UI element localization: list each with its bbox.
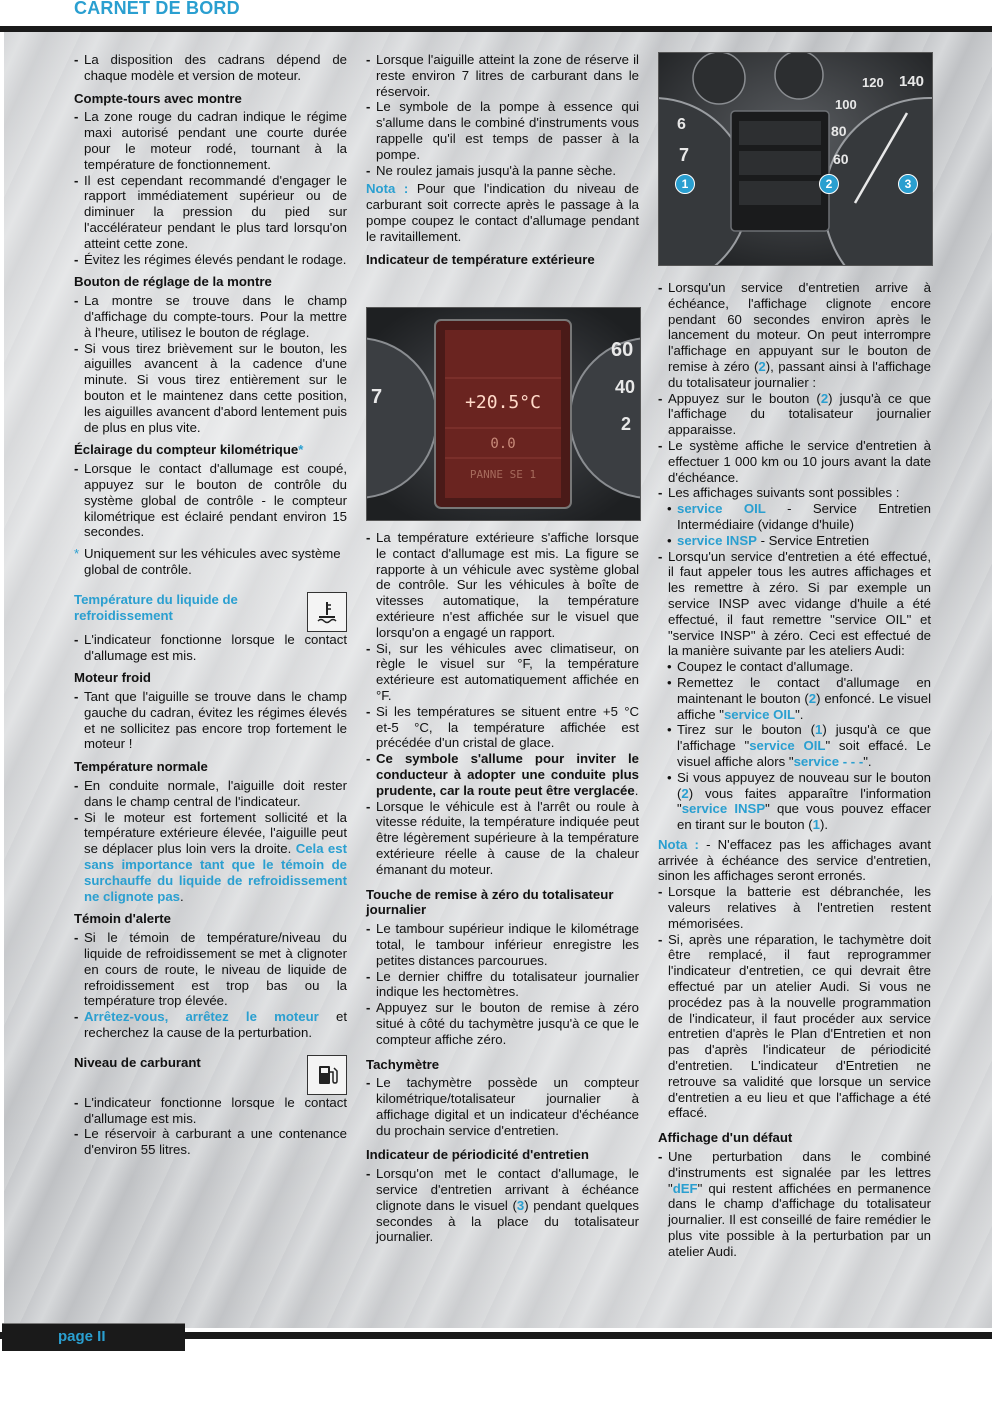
nota-text: Pour que l'indication du niveau de carburant soit correcte après le passage à la pompe coupez le contact d'allumage pendant le ravitaillement.: [366, 181, 639, 244]
bullet-text: - Service Entretien: [756, 532, 870, 548]
list-item: - La montre se trouve dans le champ d'affichage du compte-tours. Pour la mettre à l'heure, utilisez le bouton de réglage.: [74, 293, 347, 340]
bullet-text: ).: [819, 817, 829, 833]
list-item: - Lorsqu'un service d'entretien a été effectué, il faut appeler tous les autres affichages et les remettre à zéro. Si par exemple un service INSP avec vidange d'huile a été effectué, il faut remettre "service OIL" et "service INSP" à zéro. Ceci est effectué de la manière suivante par les ateliers Audi:: [658, 549, 931, 660]
list-item: - Lorsque le contact d'allumage est coupé, appuyez sur le bouton de contrôle du système global de contrôle - le compteur kilométrique est éclairé pendant environ 15 secondes.: [74, 461, 347, 540]
list-item: [658, 391, 931, 438]
heading-temoin: Témoin d'alerte: [74, 911, 171, 927]
highlight-text: Arrêtez-vous, arrêtez le moteur: [84, 1009, 319, 1025]
bullet-text: " soit effacé. Le visuel affiche alors ": [677, 738, 932, 769]
heading-carburant-block: [74, 1055, 347, 1095]
gauge-label-140: 140: [899, 73, 925, 90]
highlight-text: service - - -: [793, 753, 864, 769]
highlight-text: service INSP: [681, 801, 766, 817]
page-number: page II: [58, 1328, 106, 1345]
column-left: [74, 52, 347, 1158]
page-number-tab: [2, 1323, 185, 1351]
svg-text:7: 7: [371, 386, 383, 408]
bullet-item: [658, 770, 931, 833]
gauge-label-100: 100: [835, 97, 857, 112]
heading-eclairage: [74, 442, 347, 458]
list-item: - Les affichages suivants sont possibles :: [658, 485, 931, 501]
list-item-text: Une perturbation dans le combiné d'instruments est signalée par les lettres ": [668, 1149, 931, 1196]
nota-label: Nota :: [658, 836, 699, 852]
reference-number: 1: [812, 817, 820, 833]
instrument-cluster-photo: [658, 52, 933, 266]
nota-label: Nota :: [366, 181, 409, 197]
list-item: [366, 751, 639, 798]
list-item-text: Si le moteur est fortement sollicité et la température extérieure élevée, l'aiguille peut se déplacer plus loin vers la droite.: [84, 809, 347, 857]
list-item: - Le symbole de la pompe à essence qui s'allume dans le combiné d'instruments vous rappelle qu'il est temps de passer à la pompe.: [366, 99, 639, 162]
highlight-text: service OIL: [749, 738, 826, 754]
list-item-end: .: [634, 782, 639, 798]
list-item: - Ne roulez jamais jusqu'à la panne sèche.: [366, 163, 639, 179]
list-item-text: Appuyez sur le bouton (: [668, 390, 821, 406]
reference-number: 2: [820, 390, 829, 406]
page-header-title: CARNET DE BORD: [74, 0, 240, 18]
bullet-text: ".: [863, 753, 872, 769]
svg-text:7: 7: [679, 145, 690, 165]
list-item: - La température extérieure s'affiche lorsque le contact d'allumage est mis. La figure se rapporte à un véhicule avec système global de contrôle. Sur les véhicules à boîte de vitesses automatique, la température extérieure n'est affichée sur le visuel que lorsqu'on a engagé un rapport.: [366, 530, 639, 641]
list-item-end: .: [180, 888, 184, 904]
nota-block: [658, 837, 931, 884]
list-item: - Si, sur les véhicules avec climatiseur, on règle le visuel sur °F, la température extérieure est automatiquement affichée en °F.: [366, 641, 639, 704]
nota-text: - N'effacez pas les affichages avant arrivée à échéance des service d'entretien, sinon les affichages seront erronés.: [658, 836, 931, 884]
bullet-item: [658, 501, 931, 533]
highlight-text: Cela est sans importance tant que le témoin de surchauffe du liquide de refroidissement ne clignote pas: [84, 841, 347, 904]
list-item: [658, 280, 931, 391]
bullet-text: Remettez le contact d'allumage en maintenant le bouton (: [677, 674, 931, 706]
reference-number: 2: [758, 358, 766, 374]
list-item-text: Lorsqu'un service d'entretien arrive à échéance, l'affichage clignote encore pendant 60 secondes environ après le lancement du moteur. On peut interrompre l'affichage en appuyant sur le bouton de remise à zéro (: [668, 280, 931, 374]
coolant-temperature-icon: [307, 592, 347, 632]
list-item: - Si vous tirez brièvement sur le bouton, les aiguilles avancent à la cadence d'une minute. Si vous tirez entièrement sur le bouton et le maintenez dans cette position, les aiguilles avancent d'abord lentement puis de plus en plus vite.: [74, 341, 347, 436]
list-item: - Tant que l'aiguille se trouve dans le champ gauche du cadran, évitez les régimes élevés et ne sollicitez pas encore trop fortement le moteur !: [74, 689, 347, 752]
list-item: - Le tachymètre possède un compteur kilométrique/totalisateur journalier à affichage digital et un indicateur d'échéance du prochain service d'entretien.: [366, 1075, 639, 1138]
list-item-text: ), passant ainsi à l'affichage du totalisateur journalier :: [668, 358, 931, 390]
list-item: - Lorsque l'aiguille atteint la zone de réserve il reste environ 7 litres de carburant dans le réservoir.: [366, 52, 639, 99]
heading-temp-normale: Température normale: [74, 759, 208, 775]
svg-text:6: 6: [677, 116, 686, 133]
list-item: - Lorsque la batterie est débranchée, les valeurs relatives à l'entretien restent mémorisées.: [658, 884, 931, 931]
list-item-text: ) pendant quelques secondes à la place du totalisateur journalier.: [376, 1197, 640, 1245]
list-item-text: " qui restent affichées en permanence dans le champ d'affichage du totalisateur journalier. Il est conseillé de faire remédier le plus vite possible à la perturbation par un atelier Audi.: [668, 1180, 931, 1259]
svg-text:2: 2: [621, 414, 632, 434]
heading-compte-tours: Compte-tours avec montre: [74, 90, 242, 106]
heading-eclairage-text: Éclairage du compteur kilométrique: [74, 442, 299, 458]
heading-temp-liquide-block: [74, 592, 347, 632]
list-item: - Le dernier chiffre du totalisateur journalier indique les hectomètres.: [366, 969, 639, 1001]
list-item: - La zone rouge du cadran indique le régime maxi autorisé pendant une courte durée pour le moteur rodé, tournant à la température de fonctionnement.: [74, 109, 347, 172]
bullet-item: [658, 722, 931, 769]
outside-temperature-photo: [366, 307, 641, 521]
bullet-item: [658, 675, 931, 722]
bullet-text: Tirez sur le bouton (: [677, 722, 816, 738]
heading-carburant: Niveau de carburant: [74, 1054, 201, 1070]
display-temperature-value: +20.5°C: [465, 392, 541, 413]
list-item: - En conduite normale, l'aiguille doit rester dans le champ central de l'indicateur.: [74, 778, 347, 810]
gauge-label-120: 120: [862, 75, 884, 90]
list-item: [658, 1149, 931, 1260]
reference-number: 2: [808, 690, 817, 706]
bullet-text: Si vous appuyez de nouveau sur le bouton (: [677, 769, 931, 801]
gauge-label-80: 80: [831, 123, 847, 139]
gauge-label-60: 60: [833, 151, 849, 167]
highlight-text: dEF: [672, 1180, 698, 1196]
reference-number: 3: [516, 1197, 525, 1213]
list-item: [366, 1166, 639, 1245]
heading-periodicite: Indicateur de périodicité d'entretien: [366, 1147, 589, 1163]
list-item: - Il est cependant recommandé d'engager le rapport immédiatement supérieur ou de diminuer la pression du pied sur l'accélérateur pendant le plus tard lorsqu'on atteint cette zone.: [74, 173, 347, 252]
display-bottom-text: PANNE SE 1: [469, 468, 537, 481]
list-item: - L'indicateur fonctionne lorsque le contact d'allumage est mis.: [74, 1095, 347, 1127]
heading-touche-remise: Touche de remise à zéro du totalisateur journalier: [366, 886, 614, 918]
list-item: - Si, après une réparation, le tachymètre doit être remplacé, il faut reprogrammer l'indicateur d'entretien, ce qui devrait être effectué par un atelier Audi. Si vous ne procédez pas à la nouvelle programmation de l'indicateur, il faut procéder aux service entretien d'après le Plan d'Entretien et non pas d'après l'indicateur de périodicité d'entretien. L'indicateur d'Entretien ne retrouve sa validité que lorsque un service d'entretien a eu lieu et que l'affichage a été effacé.: [658, 932, 931, 1122]
heading-temp-liquide: Température du liquide de refroidissement: [74, 591, 238, 623]
reference-number: 1: [815, 722, 823, 738]
list-item: - Lorsque le véhicule est à l'arrêt ou roule à vitesse réduite, la température indiquée peut être légèrement supérieure à la température extérieure réelle à cause de la chaleur émanant du moteur.: [366, 799, 639, 878]
list-item: - Appuyez sur le bouton de remise à zéro situé à côté du tachymètre jusqu'à ce que le compteur affiche zéro.: [366, 1000, 639, 1047]
footnote-note: * Uniquement sur les véhicules avec système global de contrôle.: [74, 546, 347, 578]
list-item: - Si le témoin de température/niveau du liquide de refroidissement se met à clignoter en cours de route, le niveau de liquide de refroidissement est trop bas ou la température trop élevée.: [74, 930, 347, 1009]
bullet-text: - Service Entretien Intermédiaire (vidange d'huile): [677, 501, 931, 532]
highlight-text: service INSP: [677, 532, 757, 548]
bullet-text: ) jusqu'à ce que l'affichage ": [677, 722, 931, 754]
marker-2: 2: [819, 174, 839, 194]
column-middle-bottom: [366, 530, 639, 1245]
list-item-text: et recherchez la cause de la perturbation.: [84, 1009, 347, 1041]
display-sub-value: 0.0: [490, 436, 516, 452]
marker-3: 3: [898, 174, 918, 194]
column-right: [658, 280, 931, 1260]
list-item: - Le système affiche le service d'entretien à effectuer 1 000 km ou 10 jours avant la date d'échéance.: [658, 438, 931, 485]
list-item: - Le tambour supérieur indique le kilométrage total, le tambour inférieur enregistre les petites distances parcourues.: [366, 921, 639, 968]
heading-defaut: Affichage d'un défaut: [658, 1130, 793, 1146]
intro-paragraph: - La disposition des cadrans dépend de chaque modèle et version de moteur.: [74, 52, 347, 84]
bold-warning: Ce symbole s'allume pour inviter le conducteur à adopter une conduite plus prudente, car la route peut être verglacée: [376, 751, 639, 798]
fuel-pump-icon: [307, 1055, 347, 1095]
highlight-text: service OIL: [723, 706, 796, 722]
list-item: - Si les températures se situent entre +5 °C et-5 °C, la température affichée est précédée d'un cristal de glace.: [366, 704, 639, 751]
bullet-text: " que vous pouvez effacer en tirant sur le bouton (: [677, 801, 931, 833]
svg-text:40: 40: [615, 377, 636, 397]
bullet-item: [658, 533, 931, 549]
heading-temp-exterieure: Indicateur de température extérieure: [366, 251, 595, 267]
list-item-text: ) jusqu'à ce que l'affichage du totalisateur journalier apparaisse.: [668, 390, 931, 438]
marker-1: 1: [675, 174, 695, 194]
heading-bouton-reglage: Bouton de réglage de la montre: [74, 274, 272, 290]
footnote-star: *: [298, 442, 304, 458]
bullet-item: • Coupez le contact d'allumage.: [658, 659, 931, 675]
heading-tachymetre: Tachymètre: [366, 1056, 440, 1072]
list-item: - Le réservoir à carburant a une contenance d'environ 55 litres.: [74, 1126, 347, 1158]
nota-block: [366, 181, 639, 244]
list-item-text: Lorsqu'on met le contact d'allumage, le service d'entretien arrivant à échéance clignote dans le visuel (: [376, 1166, 639, 1213]
list-item: - Évitez les régimes élevés pendant le rodage.: [74, 252, 347, 268]
list-item: [74, 810, 347, 905]
list-item: [74, 1009, 347, 1041]
list-item: - L'indicateur fonctionne lorsque le contact d'allumage est mis.: [74, 632, 347, 664]
svg-text:60: 60: [611, 339, 634, 361]
bullet-text: ".: [795, 706, 804, 722]
highlight-text: service OIL: [677, 501, 766, 517]
heading-moteur-froid: Moteur froid: [74, 670, 151, 686]
header-rule: [0, 26, 992, 32]
reference-number: 2: [681, 785, 689, 801]
bullet-text: ) enfoncé. Le visuel affiche ": [677, 690, 931, 722]
column-middle-top: [366, 52, 639, 270]
bullet-text: ) vous faites apparaître l'information ": [677, 785, 931, 817]
